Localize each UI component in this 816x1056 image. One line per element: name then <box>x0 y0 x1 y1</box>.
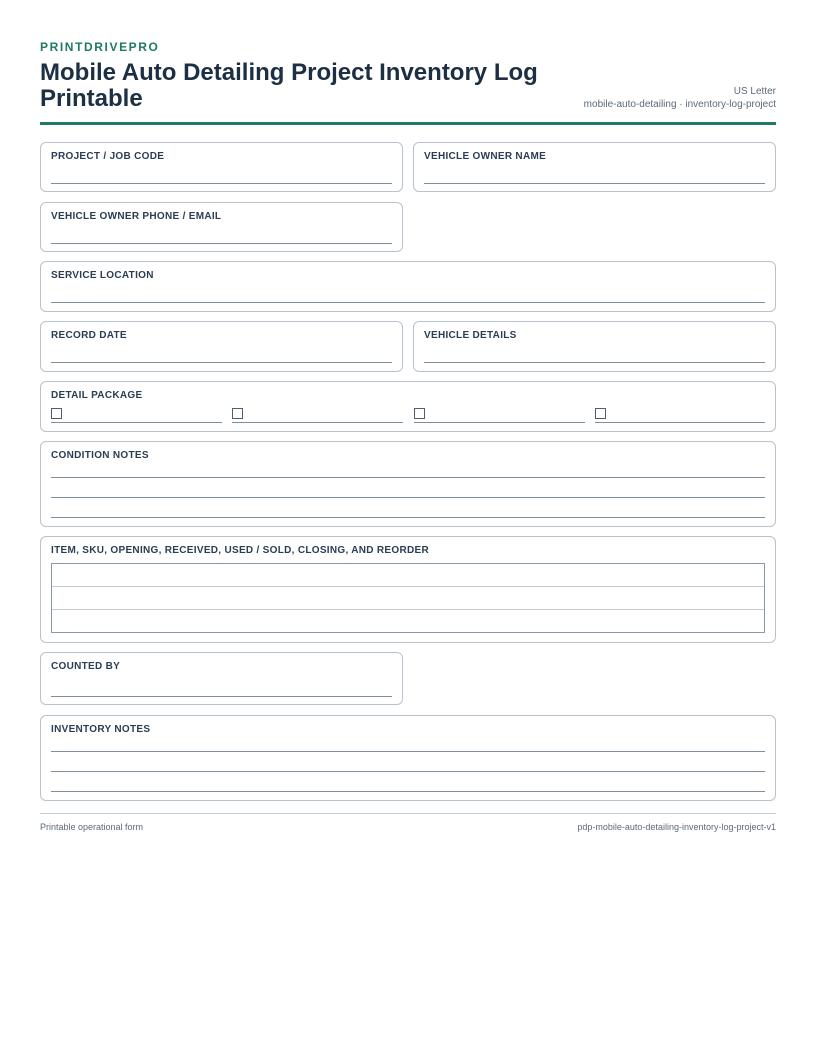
option-line[interactable] <box>595 422 765 423</box>
footer-rule <box>40 813 776 814</box>
entry-line[interactable] <box>51 517 765 518</box>
entry-line[interactable] <box>51 497 765 498</box>
package-option-2[interactable] <box>232 408 403 424</box>
condition-notes-field[interactable] <box>40 441 776 527</box>
header-rule <box>40 122 776 125</box>
footer-note: Printable operational form <box>40 822 144 832</box>
owner-contact-field[interactable] <box>40 202 403 252</box>
record-date-field[interactable] <box>40 321 403 372</box>
entry-line[interactable] <box>424 183 765 184</box>
checkbox[interactable] <box>51 408 62 419</box>
entry-line[interactable] <box>51 771 765 772</box>
owner-name-field[interactable] <box>413 142 776 192</box>
project-code-field[interactable] <box>40 142 403 192</box>
inventory-table <box>51 563 765 633</box>
package-option-3[interactable] <box>414 408 585 424</box>
field-label: VEHICLE OWNER PHONE / EMAIL <box>51 211 222 222</box>
checkbox[interactable] <box>232 408 243 419</box>
field-label: DETAIL PACKAGE <box>51 390 143 401</box>
inventory-table-field <box>40 536 776 643</box>
form-slug: mobile-auto-detailing · inventory-log-project <box>583 99 776 110</box>
entry-line[interactable] <box>424 362 765 363</box>
service-location-field[interactable] <box>40 261 776 312</box>
field-label: ITEM, SKU, OPENING, RECEIVED, USED / SOLD, CLOSING, AND REORDER <box>51 545 430 556</box>
field-label: VEHICLE OWNER NAME <box>424 151 547 162</box>
table-row[interactable] <box>52 587 764 610</box>
field-label: SERVICE LOCATION <box>51 270 154 281</box>
option-line[interactable] <box>414 422 585 423</box>
field-label: CONDITION NOTES <box>51 450 149 461</box>
checkbox[interactable] <box>595 408 606 419</box>
counted-by-field[interactable] <box>40 652 403 705</box>
field-label: PROJECT / JOB CODE <box>51 151 165 162</box>
entry-line[interactable] <box>51 362 392 363</box>
table-row[interactable] <box>52 564 764 587</box>
field-label: COUNTED BY <box>51 661 121 672</box>
detail-package-field <box>40 381 776 432</box>
field-label: RECORD DATE <box>51 330 127 341</box>
entry-line[interactable] <box>51 243 392 244</box>
field-label: VEHICLE DETAILS <box>424 330 517 341</box>
inventory-notes-field[interactable] <box>40 715 776 801</box>
option-line[interactable] <box>51 422 222 423</box>
checkbox[interactable] <box>414 408 425 419</box>
package-option-4[interactable] <box>595 408 765 424</box>
paper-size: US Letter <box>733 86 776 97</box>
entry-line[interactable] <box>51 302 765 303</box>
page-title: Mobile Auto Detailing Project Inventory Log Printable <box>40 59 538 112</box>
entry-line[interactable] <box>51 696 392 697</box>
vehicle-details-field[interactable] <box>413 321 776 372</box>
brand-name: PRINTDRIVEPRO <box>40 40 160 54</box>
option-line[interactable] <box>232 422 403 423</box>
page-header <box>40 40 776 125</box>
document-meta <box>584 85 776 112</box>
form-id: pdp-mobile-auto-detailing-inventory-log-project-v1 <box>577 822 776 832</box>
package-option-1[interactable] <box>51 408 222 424</box>
entry-line[interactable] <box>51 791 765 792</box>
entry-line[interactable] <box>51 183 392 184</box>
table-row[interactable] <box>52 610 764 633</box>
entry-line[interactable] <box>51 477 765 478</box>
entry-line[interactable] <box>51 751 765 752</box>
field-label: INVENTORY NOTES <box>51 724 151 735</box>
